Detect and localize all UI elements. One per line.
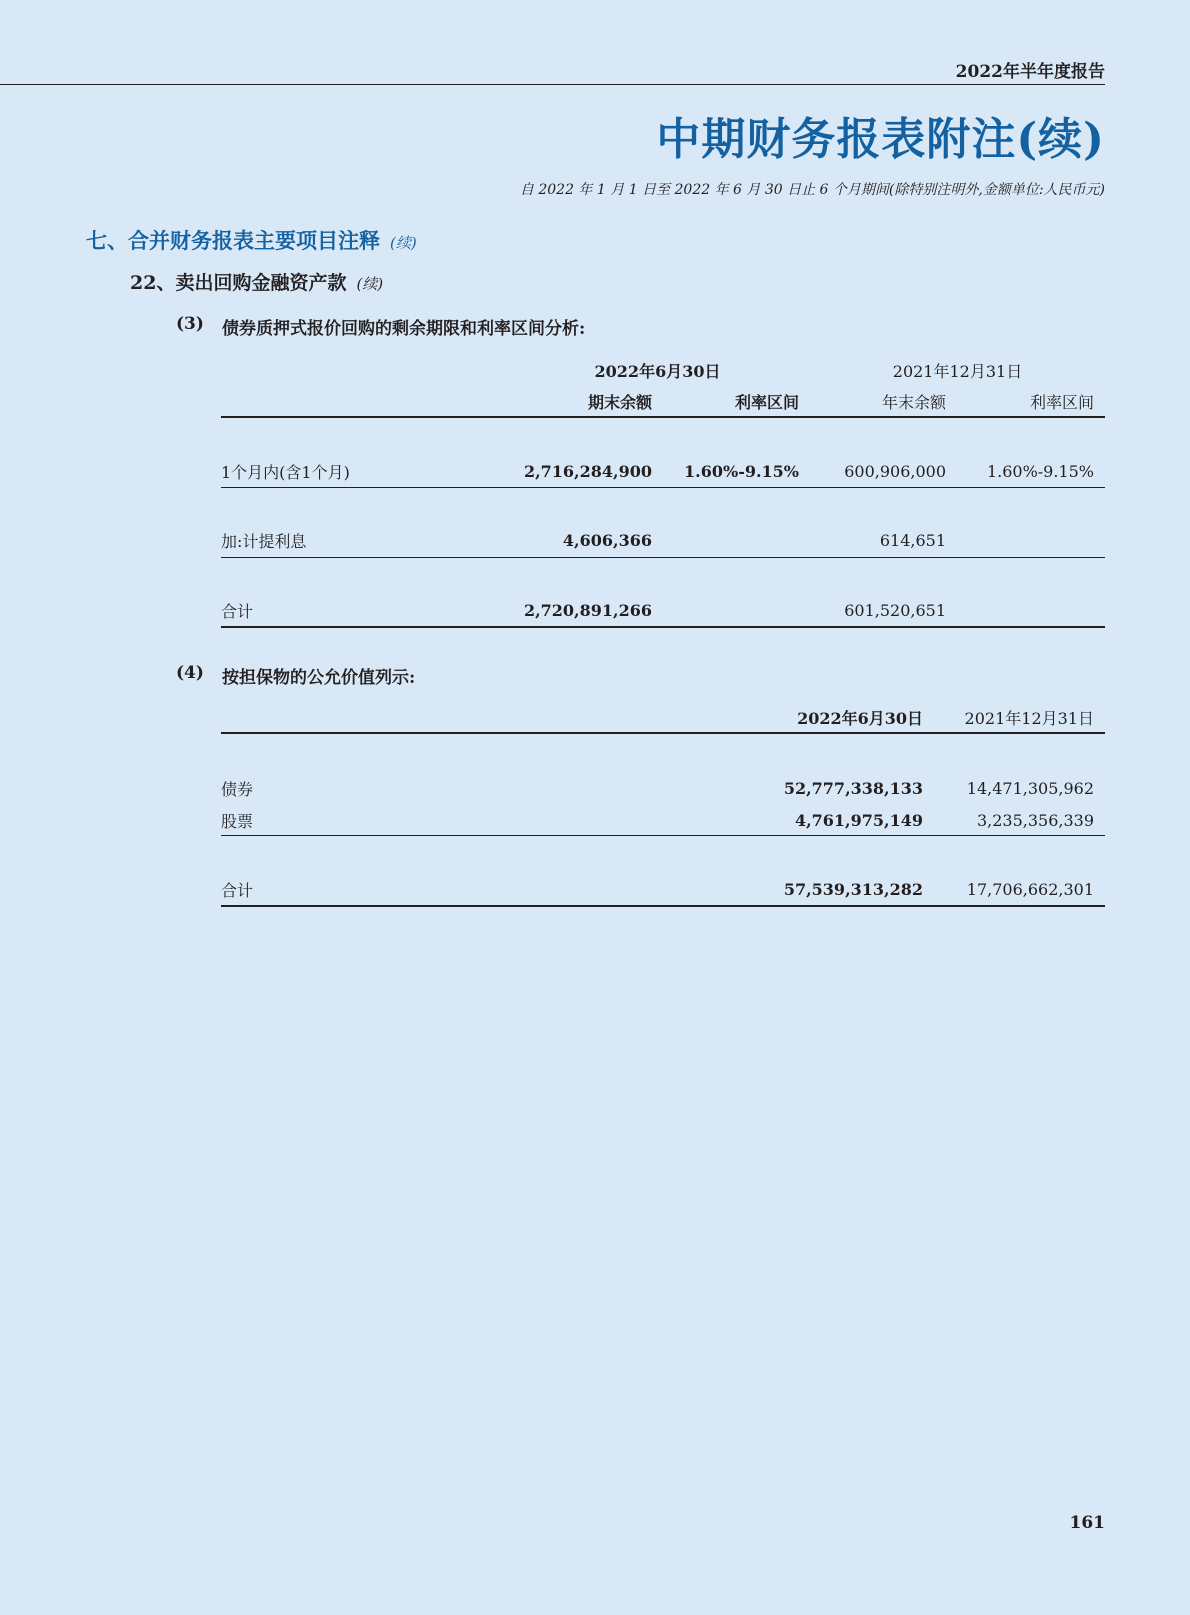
table3-cell: 601,520,651 [844, 601, 946, 620]
table4-row-label: 股票 [221, 812, 254, 831]
table4-total-rule [221, 905, 1105, 907]
table4-col-header: 2021年12月31日 [964, 709, 1094, 728]
table3-row-label: 合计 [221, 602, 254, 621]
table4-row-label: 合计 [221, 881, 254, 900]
table4-number: (4) [176, 663, 204, 683]
period-note: 自 2022 年 1 月 1 日至 2022 年 6 月 30 日止 6 个月期间(除特别注明外,金额单位:人民币元) [519, 182, 1105, 198]
table3-cell: 1.60%-9.15% [684, 462, 799, 481]
table3-row-rule [221, 487, 1105, 488]
table3-title: 债券质押式报价回购的剩余期限和利率区间分析: [222, 319, 586, 339]
table3-row-rule [221, 557, 1105, 558]
table3-cell: 600,906,000 [844, 462, 946, 481]
header-divider [0, 84, 1105, 85]
table3-cell: 2,716,284,900 [523, 462, 652, 481]
table3-col-header: 利率区间 [734, 393, 799, 412]
table3-cell: 614,651 [879, 531, 946, 550]
section-heading [86, 225, 417, 255]
page-title: 中期财务报表附注(续) [656, 114, 1105, 165]
table3-cell: 1.60%-9.15% [986, 462, 1094, 481]
table3-number: (3) [176, 314, 204, 334]
page-number: 161 [1069, 1513, 1105, 1533]
table3-total-rule [221, 626, 1105, 628]
table3-col-header: 年末余额 [881, 393, 946, 412]
table4-title: 按担保物的公允价值列示: [222, 668, 416, 688]
table3-header-rule [221, 416, 1105, 418]
table3-row-label: 1个月内(含1个月) [221, 463, 350, 482]
table3-col-header: 利率区间 [1029, 393, 1094, 412]
section-heading-cont: (续) [390, 234, 417, 252]
table3-col-header: 期末余额 [587, 393, 652, 412]
table4-col-header: 2022年6月30日 [797, 709, 923, 728]
sub-heading-text: 22、卖出回购金融资产款 [130, 272, 347, 294]
table4-cell: 4,761,975,149 [794, 811, 923, 830]
table3-cell: 4,606,366 [562, 531, 652, 550]
table3-period-header-2: 2021年12月31日 [892, 362, 1023, 381]
table4-cell: 17,706,662,301 [966, 880, 1094, 899]
table4-row-rule [221, 835, 1105, 836]
sub-heading [130, 268, 383, 295]
sub-heading-cont: (续) [356, 275, 384, 293]
table4-row-label: 债券 [221, 780, 254, 799]
table4-cell: 3,235,356,339 [976, 811, 1094, 830]
report-title: 2022年半年度报告 [955, 62, 1105, 82]
table3-period-header-1: 2022年6月30日 [594, 362, 721, 381]
table4-cell: 52,777,338,133 [783, 779, 923, 798]
table3-cell: 2,720,891,266 [523, 601, 652, 620]
table4-cell: 57,539,313,282 [783, 880, 923, 899]
section-heading-text: 七、合并财务报表主要项目注释 [86, 228, 380, 253]
table4-header-rule [221, 732, 1105, 734]
table4-cell: 14,471,305,962 [966, 779, 1094, 798]
table3-row-label: 加:计提利息 [221, 532, 307, 551]
